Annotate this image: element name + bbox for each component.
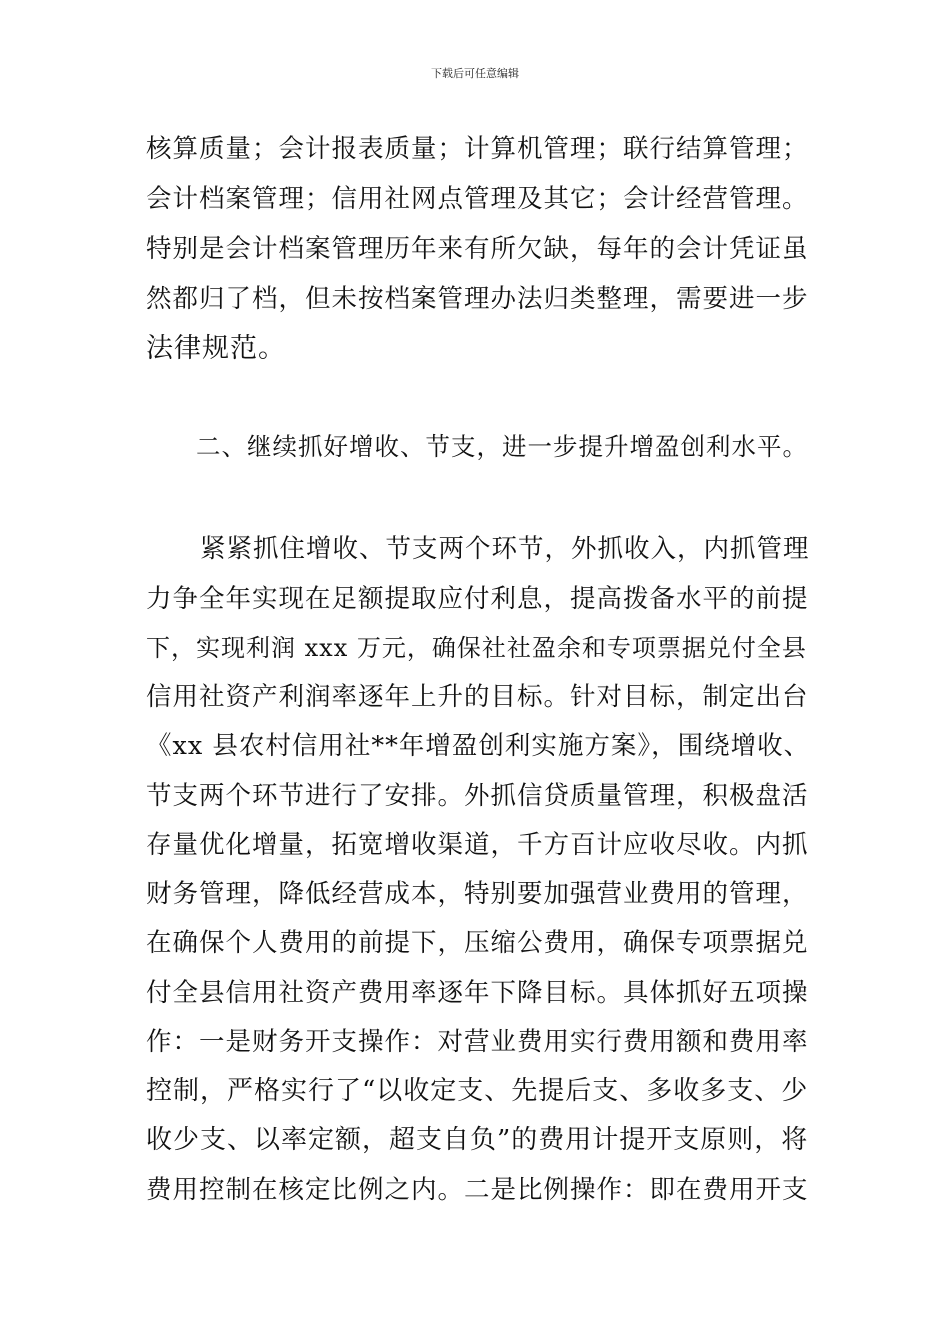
paragraph-line: 信用社资产利润率逐年上升的目标。针对目标，制定出台 (146, 682, 809, 712)
paragraph-line: 《xx 县农村信用社**年增盈创利实施方案》，围绕增收、 (146, 731, 811, 761)
section-heading: 二、继续抓好增收、节支，进一步提升增盈创利水平。 (196, 432, 808, 461)
paragraph-line: 然都归了档，但未按档案管理办法归类整理，需要进一步 (146, 284, 809, 314)
page-header: 下载后可任意编辑 (431, 67, 519, 80)
paragraph-line: 收少支、以率定额，超支自负”的费用计提开支原则，将 (146, 1125, 809, 1155)
paragraph-line: 特别是会计档案管理历年来有所欠缺，每年的会计凭证虽 (146, 234, 809, 264)
paragraph-line: 控制，严格实行了“以收定支、先提后支、多收多支、少 (146, 1076, 809, 1106)
paragraph-line: 在确保个人费用的前提下，压缩公费用，确保专项票据兑 (146, 928, 809, 958)
paragraph-line: 财务管理，降低经营成本，特别要加强营业费用的管理， (146, 879, 809, 909)
paragraph-line: 会计档案管理；信用社网点管理及其它；会计经营管理。 (146, 184, 809, 214)
paragraph-line: 核算质量；会计报表质量；计算机管理；联行结算管理； (146, 134, 809, 164)
paragraph-line: 力争全年实现在足额提取应付利息，提高拨备水平的前提 (146, 584, 809, 614)
paragraph-line: 付全县信用社资产费用率逐年下降目标。具体抓好五项操 (146, 978, 809, 1008)
paragraph-line: 节支两个环节进行了安排。外抓信贷质量管理，积极盘活 (146, 781, 809, 811)
paragraph-line: 紧紧抓住增收、节支两个环节，外抓收入，内抓管理 (200, 534, 810, 564)
paragraph-line: 下，实现利润 xxx 万元，确保社社盈余和专项票据兑付全县 (146, 634, 807, 662)
paragraph-line: 作：一是财务开支操作：对营业费用实行费用额和费用率 (146, 1027, 809, 1057)
paragraph-line: 费用控制在核定比例之内。二是比例操作：即在费用开支 (146, 1175, 809, 1205)
paragraph-line: 存量优化增量，拓宽增收渠道，千方百计应收尽收。内抓 (146, 830, 809, 860)
paragraph-line: 法律规范。 (146, 333, 286, 364)
